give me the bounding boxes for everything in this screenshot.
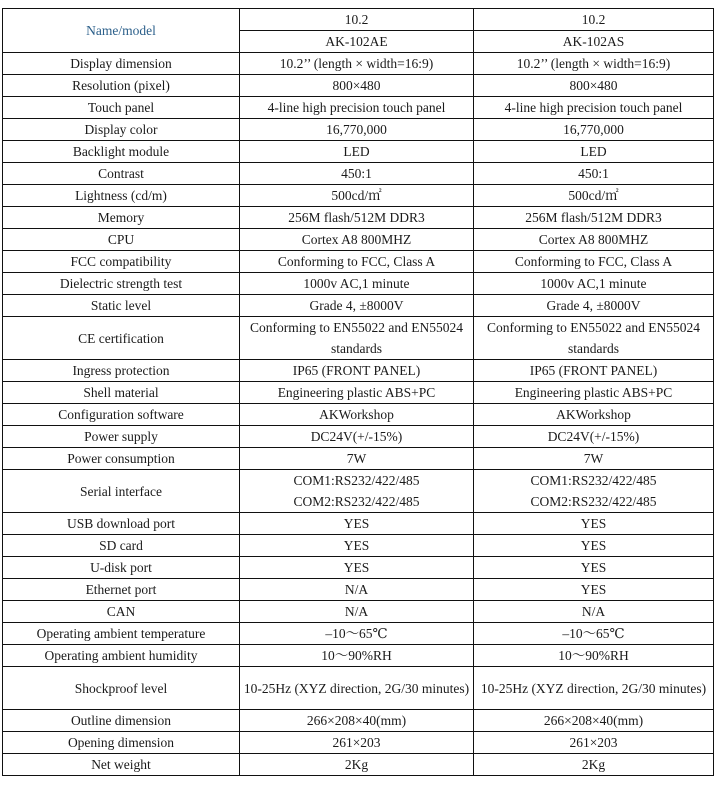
size-cell-2: 10.2 — [474, 9, 714, 31]
row-value-2: 450:1 — [474, 163, 714, 185]
table-row — [3, 141, 714, 163]
table-row — [3, 623, 714, 645]
table-row — [3, 470, 714, 513]
row-value-1: N/A — [240, 579, 474, 601]
row-label: Display color — [3, 119, 240, 141]
table-row — [3, 229, 714, 251]
row-label: CAN — [3, 601, 240, 623]
row-value-1: 256M flash/512M DDR3 — [240, 207, 474, 229]
table-row — [3, 75, 714, 97]
serial-line: COM2:RS232/422/485 — [293, 494, 420, 509]
row-label: Outline dimension — [3, 710, 240, 732]
row-value-1: 10～90%RH — [240, 645, 474, 667]
row-value-2: Cortex A8 800MHZ — [474, 229, 714, 251]
model-cell-1: AK-102AE — [240, 31, 474, 53]
row-value-1: Grade 4, ±8000V — [240, 295, 474, 317]
row-value-2: 7W — [474, 448, 714, 470]
table-row — [3, 119, 714, 141]
row-value-1: 1000v AC,1 minute — [240, 273, 474, 295]
row-label: Lightness (cd/m) — [3, 185, 240, 207]
table-row — [3, 667, 714, 710]
row-value-2: 16,770,000 — [474, 119, 714, 141]
row-value-2: IP65 (FRONT PANEL) — [474, 360, 714, 382]
row-value-2: Engineering plastic ABS+PC — [474, 382, 714, 404]
row-value-1: 266×208×40(mm) — [240, 710, 474, 732]
table-row — [3, 97, 714, 119]
row-value-1: 10.2’’ (length × width=16:9) — [240, 53, 474, 75]
row-label: Display dimension — [3, 53, 240, 75]
row-label: Net weight — [3, 754, 240, 776]
table-row — [3, 645, 714, 667]
table-row — [3, 53, 714, 75]
row-value-2: 10-25Hz (XYZ direction, 2G/30 minutes) — [474, 667, 714, 710]
row-value-2: 261×203 — [474, 732, 714, 754]
table-row — [3, 601, 714, 623]
row-label: Shell material — [3, 382, 240, 404]
row-value-1: LED — [240, 141, 474, 163]
row-value-2: 800×480 — [474, 75, 714, 97]
row-value-2: 500cd/㎡ — [474, 185, 714, 207]
row-value-1: Conforming to FCC, Class A — [240, 251, 474, 273]
table-row — [3, 317, 714, 360]
row-value-1: 800×480 — [240, 75, 474, 97]
row-value-2: YES — [474, 557, 714, 579]
row-label: Power supply — [3, 426, 240, 448]
row-value-2: –10～65℃ — [474, 623, 714, 645]
row-value-1 — [240, 470, 474, 513]
serial-line: COM1:RS232/422/485 — [530, 473, 657, 488]
name-model-header: Name/model — [3, 9, 240, 53]
table-row — [3, 295, 714, 317]
row-value-2: Conforming to FCC, Class A — [474, 251, 714, 273]
row-label: Dielectric strength test — [3, 273, 240, 295]
table-row — [3, 732, 714, 754]
row-value-1: Engineering plastic ABS+PC — [240, 382, 474, 404]
row-value-2: Grade 4, ±8000V — [474, 295, 714, 317]
row-value-2: LED — [474, 141, 714, 163]
row-label: Contrast — [3, 163, 240, 185]
row-label: FCC compatibility — [3, 251, 240, 273]
table-row — [3, 207, 714, 229]
row-value-2: DC24V(+/-15%) — [474, 426, 714, 448]
table-row — [3, 404, 714, 426]
row-value-2: 4-line high precision touch panel — [474, 97, 714, 119]
row-value-2: YES — [474, 513, 714, 535]
model-cell-2: AK-102AS — [474, 31, 714, 53]
table-row — [3, 535, 714, 557]
table-row — [3, 557, 714, 579]
row-value-1: Conforming to EN55022 and EN55024 standards — [240, 317, 474, 360]
row-label: Power consumption — [3, 448, 240, 470]
table-row — [3, 185, 714, 207]
row-value-2: AKWorkshop — [474, 404, 714, 426]
row-label: CE certification — [3, 317, 240, 360]
row-value-1: 16,770,000 — [240, 119, 474, 141]
row-label: U-disk port — [3, 557, 240, 579]
row-label: Resolution (pixel) — [3, 75, 240, 97]
row-value-2: N/A — [474, 601, 714, 623]
row-value-1: AKWorkshop — [240, 404, 474, 426]
row-label: Operating ambient temperature — [3, 623, 240, 645]
serial-line: COM1:RS232/422/485 — [293, 473, 420, 488]
row-value-1: 7W — [240, 448, 474, 470]
row-value-2 — [474, 470, 714, 513]
row-label: Memory — [3, 207, 240, 229]
row-value-1: Cortex A8 800MHZ — [240, 229, 474, 251]
row-value-2: 256M flash/512M DDR3 — [474, 207, 714, 229]
row-value-1: 500cd/㎡ — [240, 185, 474, 207]
row-value-2: YES — [474, 535, 714, 557]
row-value-2: 10～90%RH — [474, 645, 714, 667]
header-row-size — [3, 9, 714, 31]
row-label: Backlight module — [3, 141, 240, 163]
row-value-1: YES — [240, 557, 474, 579]
row-value-1: YES — [240, 513, 474, 535]
row-value-1: 450:1 — [240, 163, 474, 185]
row-value-2: 10.2’’ (length × width=16:9) — [474, 53, 714, 75]
table-row — [3, 360, 714, 382]
row-value-2: 266×208×40(mm) — [474, 710, 714, 732]
row-value-1: IP65 (FRONT PANEL) — [240, 360, 474, 382]
row-value-1: N/A — [240, 601, 474, 623]
row-label: Serial interface — [3, 470, 240, 513]
row-value-2: YES — [474, 579, 714, 601]
row-value-2: 2Kg — [474, 754, 714, 776]
row-value-2: 1000v AC,1 minute — [474, 273, 714, 295]
row-value-1: –10～65℃ — [240, 623, 474, 645]
table-row — [3, 163, 714, 185]
table-row — [3, 251, 714, 273]
row-label: Operating ambient humidity — [3, 645, 240, 667]
table-row — [3, 579, 714, 601]
row-label: Touch panel — [3, 97, 240, 119]
row-label: SD card — [3, 535, 240, 557]
row-label: USB download port — [3, 513, 240, 535]
table-row — [3, 710, 714, 732]
row-value-1: 10-25Hz (XYZ direction, 2G/30 minutes) — [240, 667, 474, 710]
serial-line: COM2:RS232/422/485 — [530, 494, 657, 509]
row-label: Static level — [3, 295, 240, 317]
row-value-1: 261×203 — [240, 732, 474, 754]
row-value-1: 2Kg — [240, 754, 474, 776]
row-label: Configuration software — [3, 404, 240, 426]
row-label: Shockproof level — [3, 667, 240, 710]
table-row — [3, 513, 714, 535]
row-value-1: YES — [240, 535, 474, 557]
table-row — [3, 754, 714, 776]
size-cell-1: 10.2 — [240, 9, 474, 31]
row-label: Ethernet port — [3, 579, 240, 601]
row-value-2: Conforming to EN55022 and EN55024 standards — [474, 317, 714, 360]
table-row — [3, 382, 714, 404]
table-row — [3, 273, 714, 295]
row-label: Opening dimension — [3, 732, 240, 754]
row-value-1: DC24V(+/-15%) — [240, 426, 474, 448]
row-label: CPU — [3, 229, 240, 251]
row-label: Ingress protection — [3, 360, 240, 382]
row-value-1: 4-line high precision touch panel — [240, 97, 474, 119]
table-row — [3, 448, 714, 470]
table-row — [3, 426, 714, 448]
spec-table — [2, 8, 714, 776]
